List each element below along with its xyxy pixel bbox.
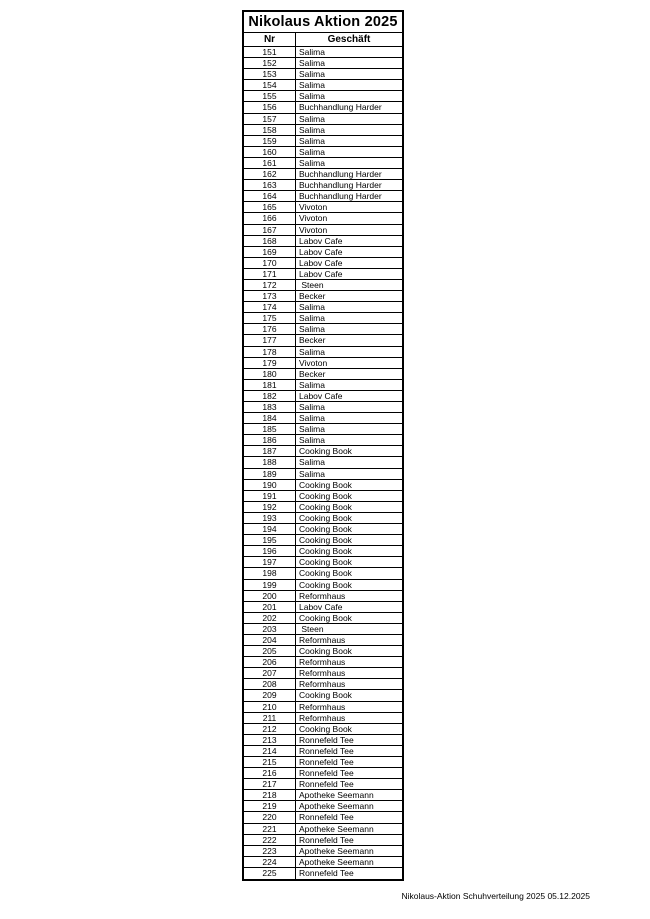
cell-geschaeft: Reformhaus: [299, 679, 346, 690]
cell-geschaeft: Labov Cafe: [299, 246, 343, 257]
table-row: [244, 624, 402, 635]
cell-geschaeft: Salima: [299, 413, 325, 424]
cell-nr: 195: [244, 535, 296, 545]
table-row: [244, 524, 402, 535]
cell-geschaeft: Salima: [299, 58, 325, 69]
table-row: [244, 668, 402, 679]
cell-nr: 223: [244, 846, 296, 856]
cell-nr: 172: [244, 280, 296, 290]
table-row: [244, 269, 402, 280]
table-row: [244, 202, 402, 213]
nikolaus-table: [242, 10, 404, 881]
cell-nr: 160: [244, 147, 296, 157]
cell-nr: 216: [244, 768, 296, 778]
table-row: [244, 746, 402, 757]
cell-nr: 156: [244, 102, 296, 112]
cell-geschaeft: Salima: [299, 302, 325, 313]
cell-geschaeft: Cooking Book: [299, 546, 352, 557]
table-row: [244, 491, 402, 502]
cell-geschaeft: Reformhaus: [299, 701, 346, 712]
cell-geschaeft: Cooking Book: [299, 524, 352, 535]
cell-nr: 213: [244, 735, 296, 745]
cell-geschaeft: Becker: [299, 335, 326, 346]
cell-nr: 214: [244, 746, 296, 756]
cell-nr: 225: [244, 868, 296, 879]
cell-nr: 185: [244, 424, 296, 434]
table-row: [244, 835, 402, 846]
cell-geschaeft: Ronnefeld Tee: [299, 779, 354, 790]
cell-geschaeft: Cooking Book: [299, 579, 352, 590]
table-row: [244, 369, 402, 380]
cell-geschaeft: Cooking Book: [299, 723, 352, 734]
cell-geschaeft: Salima: [299, 435, 325, 446]
table-row: [244, 546, 402, 557]
table-row: [244, 302, 402, 313]
table-row: [244, 557, 402, 568]
cell-nr: 184: [244, 413, 296, 423]
table-row: [244, 236, 402, 247]
cell-nr: 199: [244, 580, 296, 590]
cell-nr: 181: [244, 380, 296, 390]
table-body: [244, 47, 402, 879]
cell-nr: 188: [244, 457, 296, 467]
cell-nr: 206: [244, 657, 296, 667]
cell-nr: 168: [244, 236, 296, 246]
page-footer: Nikolaus-Aktion Schuhverteilung 2025 05.12.2025: [401, 891, 590, 901]
cell-geschaeft: Cooking Book: [299, 690, 352, 701]
cell-geschaeft: Cooking Book: [299, 512, 352, 523]
cell-nr: 211: [244, 713, 296, 723]
cell-nr: 175: [244, 313, 296, 323]
table-row: [244, 158, 402, 169]
table-row: [244, 446, 402, 457]
cell-nr: 155: [244, 91, 296, 101]
cell-geschaeft: Labov Cafe: [299, 268, 343, 279]
cell-nr: 219: [244, 801, 296, 811]
cell-geschaeft: Salima: [299, 69, 325, 80]
table-row: [244, 502, 402, 513]
cell-geschaeft: Salima: [299, 113, 325, 124]
table-row: [244, 846, 402, 857]
cell-geschaeft: Salima: [299, 47, 325, 57]
cell-geschaeft: Cooking Book: [299, 490, 352, 501]
cell-geschaeft: Apotheke Seemann: [299, 790, 374, 801]
table-row: [244, 80, 402, 91]
cell-nr: 192: [244, 502, 296, 512]
cell-nr: 191: [244, 491, 296, 501]
cell-nr: 159: [244, 136, 296, 146]
cell-nr: 161: [244, 158, 296, 168]
cell-nr: 182: [244, 391, 296, 401]
cell-geschaeft: Ronnefeld Tee: [299, 867, 354, 878]
cell-geschaeft: Vivoton: [299, 357, 328, 368]
table-row: [244, 801, 402, 812]
cell-nr: 165: [244, 202, 296, 212]
table-row: [244, 291, 402, 302]
cell-nr: 153: [244, 69, 296, 79]
cell-nr: 193: [244, 513, 296, 523]
cell-nr: 221: [244, 824, 296, 834]
cell-nr: 194: [244, 524, 296, 534]
cell-nr: 189: [244, 469, 296, 479]
table-row: [244, 702, 402, 713]
cell-geschaeft: Cooking Book: [299, 535, 352, 546]
cell-nr: 157: [244, 114, 296, 124]
cell-geschaeft: Vivoton: [299, 202, 328, 213]
cell-geschaeft: Ronnefeld Tee: [299, 734, 354, 745]
table-row: [244, 191, 402, 202]
table-row: [244, 69, 402, 80]
cell-geschaeft: Salima: [299, 80, 325, 91]
table-row: [244, 812, 402, 823]
cell-nr: 163: [244, 180, 296, 190]
table-row: [244, 347, 402, 358]
cell-geschaeft: Salima: [299, 124, 325, 135]
cell-nr: 215: [244, 757, 296, 767]
table-row: [244, 136, 402, 147]
table-row: [244, 125, 402, 136]
cell-nr: 166: [244, 213, 296, 223]
cell-geschaeft: Apotheke Seemann: [299, 823, 374, 834]
cell-nr: 154: [244, 80, 296, 90]
table-row: [244, 679, 402, 690]
table-row: [244, 91, 402, 102]
cell-geschaeft: Cooking Book: [299, 568, 352, 579]
cell-geschaeft: Cooking Book: [299, 557, 352, 568]
table-row: [244, 580, 402, 591]
table-row: [244, 180, 402, 191]
table-row: [244, 358, 402, 369]
table-row: [244, 402, 402, 413]
table-row: [244, 779, 402, 790]
cell-geschaeft: Labov Cafe: [299, 601, 343, 612]
column-header-nr: Nr: [244, 33, 296, 46]
cell-nr: 183: [244, 402, 296, 412]
table-row: [244, 380, 402, 391]
cell-geschaeft: Becker: [299, 368, 326, 379]
table-row: [244, 790, 402, 801]
table-row: [244, 480, 402, 491]
cell-geschaeft: Ronnefeld Tee: [299, 757, 354, 767]
table-row: [244, 535, 402, 546]
cell-geschaeft: Cooking Book: [299, 646, 352, 657]
table-row: [244, 114, 402, 125]
table-row: [244, 646, 402, 657]
cell-geschaeft: Labov Cafe: [299, 235, 343, 246]
cell-nr: 200: [244, 591, 296, 601]
table-row: [244, 147, 402, 158]
cell-geschaeft: Salima: [299, 157, 325, 168]
table-row: [244, 435, 402, 446]
table-row: [244, 258, 402, 269]
cell-geschaeft: Apotheke Seemann: [299, 801, 374, 812]
table-row: [244, 602, 402, 613]
cell-geschaeft: Salima: [299, 346, 325, 357]
cell-geschaeft: Buchhandlung Harder: [299, 102, 382, 113]
cell-geschaeft: Reformhaus: [299, 657, 346, 668]
cell-nr: 201: [244, 602, 296, 612]
table-row: [244, 213, 402, 224]
cell-nr: 218: [244, 790, 296, 800]
cell-geschaeft: Salima: [299, 424, 325, 435]
table-row: [244, 513, 402, 524]
table-row: [244, 247, 402, 258]
table-row: [244, 391, 402, 402]
cell-nr: 203: [244, 624, 296, 634]
cell-nr: 222: [244, 835, 296, 845]
cell-nr: 162: [244, 169, 296, 179]
table-title: Nikolaus Aktion 2025: [244, 12, 402, 33]
cell-nr: 202: [244, 613, 296, 623]
cell-nr: 171: [244, 269, 296, 279]
table-row: [244, 169, 402, 180]
cell-nr: 224: [244, 857, 296, 867]
table-row: [244, 102, 402, 113]
table-row: [244, 47, 402, 58]
cell-geschaeft: Ronnefeld Tee: [299, 834, 354, 845]
cell-nr: 180: [244, 369, 296, 379]
cell-nr: 173: [244, 291, 296, 301]
cell-geschaeft: Apotheke Seemann: [299, 856, 374, 867]
cell-nr: 210: [244, 702, 296, 712]
cell-geschaeft: Salima: [299, 313, 325, 324]
cell-geschaeft: Ronnefeld Tee: [299, 812, 354, 823]
table-row: [244, 58, 402, 69]
table-row: [244, 768, 402, 779]
table-row: [244, 568, 402, 579]
cell-nr: 174: [244, 302, 296, 312]
cell-nr: 170: [244, 258, 296, 268]
cell-nr: 186: [244, 435, 296, 445]
table-row: [244, 413, 402, 424]
cell-geschaeft: Salima: [299, 457, 325, 468]
table-row: [244, 613, 402, 624]
cell-nr: 178: [244, 347, 296, 357]
cell-nr: 190: [244, 480, 296, 490]
table-row: [244, 424, 402, 435]
table-row: [244, 868, 402, 879]
table-row: [244, 713, 402, 724]
cell-geschaeft: Steen: [299, 279, 324, 290]
table-row: [244, 313, 402, 324]
cell-geschaeft: Reformhaus: [299, 634, 346, 645]
table-row: [244, 690, 402, 701]
table-row: [244, 469, 402, 480]
cell-geschaeft: Reformhaus: [299, 590, 346, 601]
cell-geschaeft: Salima: [299, 402, 325, 412]
cell-nr: 217: [244, 779, 296, 789]
cell-nr: 220: [244, 812, 296, 822]
table-row: [244, 324, 402, 335]
cell-geschaeft: Reformhaus: [299, 712, 346, 723]
cell-geschaeft: Ronnefeld Tee: [299, 768, 354, 779]
cell-geschaeft: Salima: [299, 468, 325, 479]
cell-geschaeft: Vivoton: [299, 224, 328, 235]
cell-geschaeft: Salima: [299, 91, 325, 102]
table-row: [244, 280, 402, 291]
cell-geschaeft: Labov Cafe: [299, 257, 343, 268]
table-row: [244, 824, 402, 835]
table-row: [244, 225, 402, 236]
table-row: [244, 735, 402, 746]
cell-nr: 164: [244, 191, 296, 201]
table-row: [244, 857, 402, 868]
cell-nr: 208: [244, 679, 296, 689]
table-row: [244, 757, 402, 768]
cell-geschaeft: Steen: [299, 623, 324, 634]
cell-nr: 158: [244, 125, 296, 135]
cell-nr: 198: [244, 568, 296, 578]
cell-geschaeft: Reformhaus: [299, 668, 346, 679]
cell-nr: 169: [244, 247, 296, 257]
cell-geschaeft: Buchhandlung Harder: [299, 169, 382, 180]
table-row: [244, 335, 402, 346]
cell-geschaeft: Cooking Book: [299, 446, 352, 457]
cell-nr: 176: [244, 324, 296, 334]
cell-nr: 177: [244, 335, 296, 345]
cell-nr: 179: [244, 358, 296, 368]
cell-geschaeft: Cooking Book: [299, 612, 352, 623]
cell-geschaeft: Ronnefeld Tee: [299, 745, 354, 756]
cell-geschaeft: Salima: [299, 135, 325, 146]
cell-nr: 196: [244, 546, 296, 556]
table-row: [244, 635, 402, 646]
cell-geschaeft: Buchhandlung Harder: [299, 180, 382, 191]
table-row: [244, 591, 402, 602]
cell-nr: 152: [244, 58, 296, 68]
table-header-row: [244, 33, 402, 47]
cell-nr: 151: [244, 47, 296, 57]
cell-geschaeft: Labov Cafe: [299, 390, 343, 401]
cell-nr: 212: [244, 724, 296, 734]
cell-geschaeft: Salima: [299, 146, 325, 157]
cell-geschaeft: Becker: [299, 291, 326, 302]
cell-geschaeft: Vivoton: [299, 213, 328, 224]
cell-geschaeft: Apotheke Seemann: [299, 845, 374, 856]
cell-nr: 167: [244, 225, 296, 235]
table-row: [244, 724, 402, 735]
table-row: [244, 657, 402, 668]
cell-nr: 204: [244, 635, 296, 645]
cell-nr: 207: [244, 668, 296, 678]
cell-nr: 197: [244, 557, 296, 567]
cell-geschaeft: Buchhandlung Harder: [299, 191, 382, 202]
cell-geschaeft: Cooking Book: [299, 479, 352, 490]
cell-nr: 187: [244, 446, 296, 456]
cell-nr: 205: [244, 646, 296, 656]
cell-geschaeft: Salima: [299, 324, 325, 335]
cell-geschaeft: Cooking Book: [299, 501, 352, 512]
column-header-geschaeft: Geschäft: [327, 34, 371, 45]
cell-geschaeft: Salima: [299, 379, 325, 390]
table-row: [244, 457, 402, 468]
cell-nr: 209: [244, 690, 296, 700]
